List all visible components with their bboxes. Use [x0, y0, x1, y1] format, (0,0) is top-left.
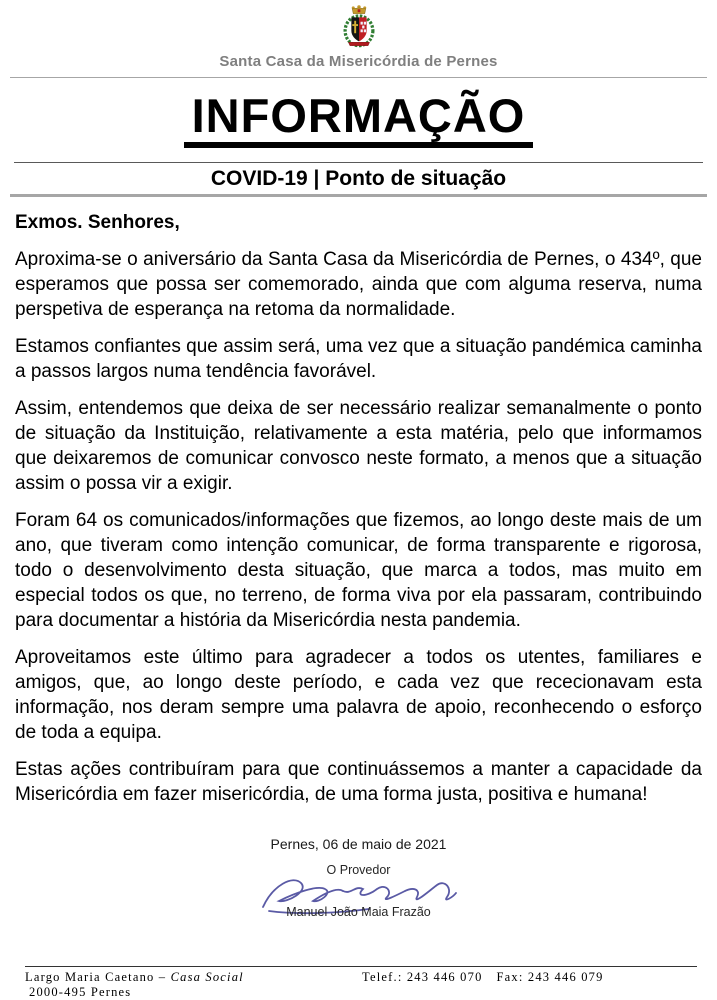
document-title: INFORMAÇÃO	[184, 91, 534, 148]
footer-address	[25, 967, 362, 1000]
paragraph: Estamos confiantes que assim será, uma vez que a situação pandémica caminha a passos largos numa tendência favorável.	[15, 336, 702, 383]
footer-contacts	[362, 967, 697, 1000]
coat-of-arms-icon	[335, 5, 383, 49]
salutation: Exmos. Senhores,	[15, 212, 180, 234]
footer-address-line1: Largo Maria Caetano –	[25, 970, 171, 984]
title-wrap	[0, 91, 717, 148]
paragraph: Aproveitamos este último para agradecer a todos os utentes, familiares e amigos, que, ao longo deste período, e cada vez que rececionavam esta informação, nos deram sempre uma palavra de apoio, reconhecendo o esforço de toda a equipa.	[15, 647, 702, 744]
paragraph: Estas ações contribuíram para que continuássemos a manter a capacidade da Misericórdia em fazer misericórdia, de uma forma justa, positiva e humana!	[15, 759, 702, 806]
signature-block	[0, 836, 717, 923]
footer-phone: Telef.: 243 446 070	[362, 970, 483, 984]
paragraph: Foram 64 os comunicados/informações que fizemos, ao longo deste mais de um ano, que tiveram como intenção comunicar, de forma transparente e rigorosa, todo o desenvolvimento desta situação, que marca a todos, mas muito em especial todos os que, no terreno, de forma viva por ela passaram, contribuindo para documentar a história da Misericórdia nesta pandemia.	[15, 510, 702, 632]
document-subtitle: COVID-19 | Ponto de situação	[210, 167, 507, 191]
signer-name: Manuel João Maia Frazão	[286, 905, 431, 919]
paragraph: Aproxima-se o aniversário da Santa Casa da Misericórdia de Pernes, o 434º, que esperamos que possa ser comemorado, ainda que com alguma reserva, numa perspetiva de esperança na retoma da normalidade.	[15, 249, 702, 321]
subtitle-bottom-divider	[10, 194, 707, 197]
organization-name: Santa Casa da Misericórdia de Pernes	[219, 53, 498, 70]
signer-role: O Provedor	[326, 863, 391, 877]
letter-body	[15, 210, 702, 807]
footer-fax: Fax: 243 446 079	[496, 970, 604, 984]
signature-area	[0, 877, 717, 923]
place-and-date: Pernes, 06 de maio de 2021	[270, 836, 447, 852]
document-footer	[25, 966, 697, 1000]
header-divider	[10, 77, 707, 78]
document-header	[0, 5, 717, 78]
paragraph: Assim, entendemos que deixa de ser necessário realizar semanalmente o ponto de situação da Instituição, relativamente a esta matéria, pelo que informamos que deixaremos de comunicar convosco neste formato, a menos que a situação assim o possa vir a exigir.	[15, 398, 702, 495]
footer-address-line2: 2000-495 Pernes	[29, 985, 132, 999]
subtitle-top-divider	[14, 162, 703, 163]
footer-address-line1-italic: Casa Social	[170, 970, 244, 984]
